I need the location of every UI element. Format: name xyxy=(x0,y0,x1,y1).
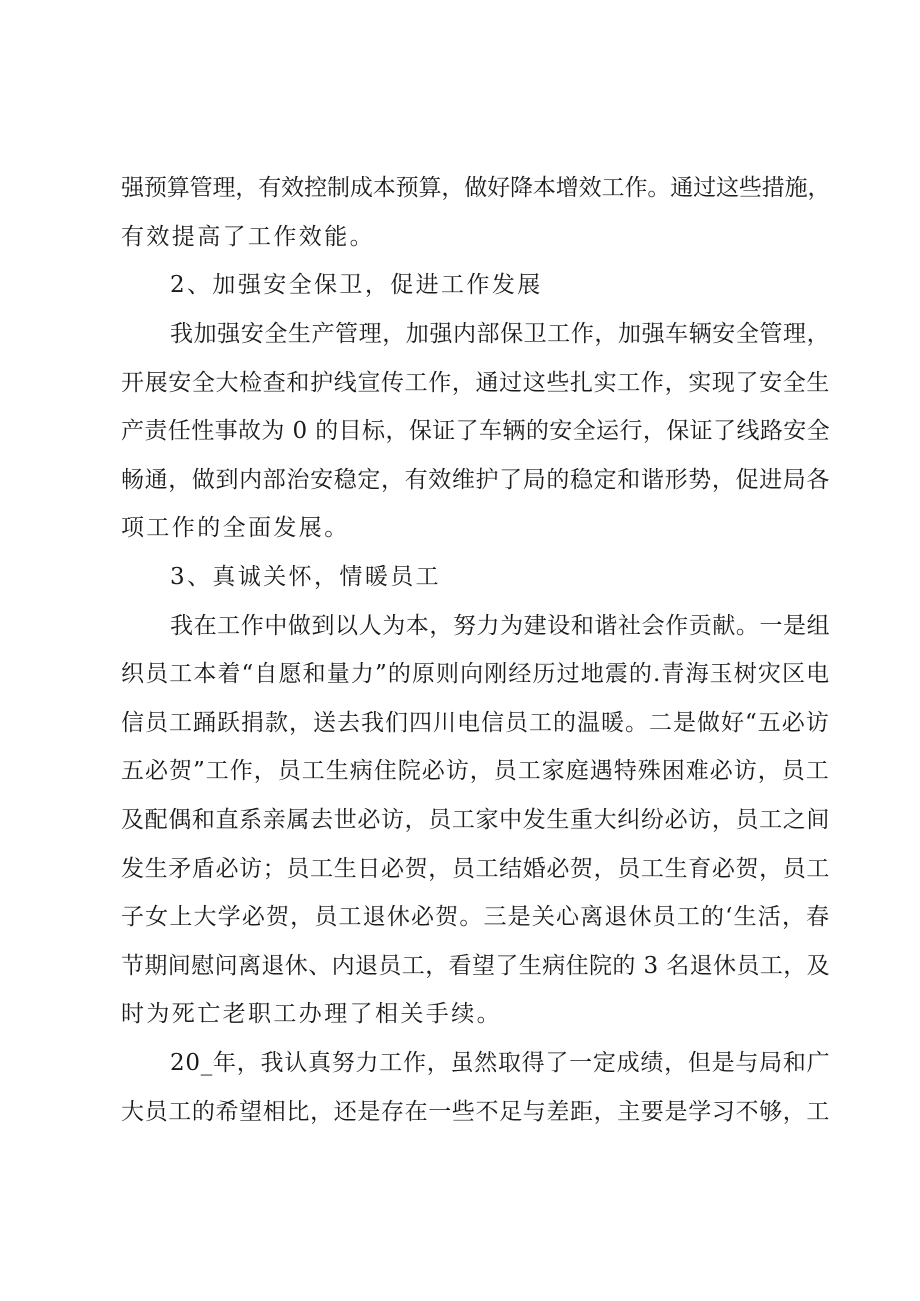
text-line: 子女上大学必贺，员工退休必贺。三是关心离退休员工的‘生活，春 xyxy=(121,904,831,930)
text-line: 开展安全大检查和护线宣传工作，通过这些扎实工作，实现了安全生 xyxy=(121,370,830,396)
section-heading: 2、加强安全保卫，促进工作发展 xyxy=(170,272,543,298)
text-line: 发生矛盾必访；员工生日必贺，员工结婚必贺，员工生育必贺，员工 xyxy=(121,856,830,882)
text-line: 时为死亡老职工办理了相关手续。 xyxy=(121,1001,502,1027)
text-line: 五必贺”工作，员工生病住院必访，员工家庭遇特殊困难必访，员工 xyxy=(121,758,830,784)
section-heading: 3、真诚关怀，情暖员工 xyxy=(170,564,442,590)
text-line: 信员工踊跃捐款，送去我们四川电信员工的温暖。二是做好“五必访 xyxy=(121,710,830,736)
text-line: 我加强安全生产管理，加强内部保卫工作，加强车辆安全管理， xyxy=(170,321,831,347)
text-line: 有效提高了工作效能。 xyxy=(121,224,375,250)
text-line: 大员工的希望相比，还是存在一些不足与差距，主要是学习不够，工 xyxy=(121,1099,830,1125)
text-line: 强预算管理，有效控制成本预算，做好降本增效工作。通过这些措施， xyxy=(121,175,831,201)
text-line: 20_年，我认真努力工作，虽然取得了一定成绩，但是与局和广 xyxy=(170,1050,831,1076)
text-line: 及配偶和直系亲属去世必访，员工家中发生重大纠纷必访，员工之间 xyxy=(121,807,830,833)
text-line: 节期间慰问离退休、内退员工，看望了生病住院的 3 名退休员工，及 xyxy=(121,953,831,979)
text-line: 畅通，做到内部治安稳定，有效维护了局的稳定和谐形势，促进局各 xyxy=(121,467,830,493)
text-line: 我在工作中做到以人为本，努力为建设和谐社会作贡献。一是组 xyxy=(170,613,831,639)
text-line: 项工作的全面发展。 xyxy=(121,515,350,541)
text-line: 织员工本着“自愿和量力”的原则向刚经历过地震的.青海玉树灾区电 xyxy=(121,661,831,687)
text-line: 产责任性事故为 0 的目标，保证了车辆的安全运行，保证了线路安全 xyxy=(121,418,831,444)
